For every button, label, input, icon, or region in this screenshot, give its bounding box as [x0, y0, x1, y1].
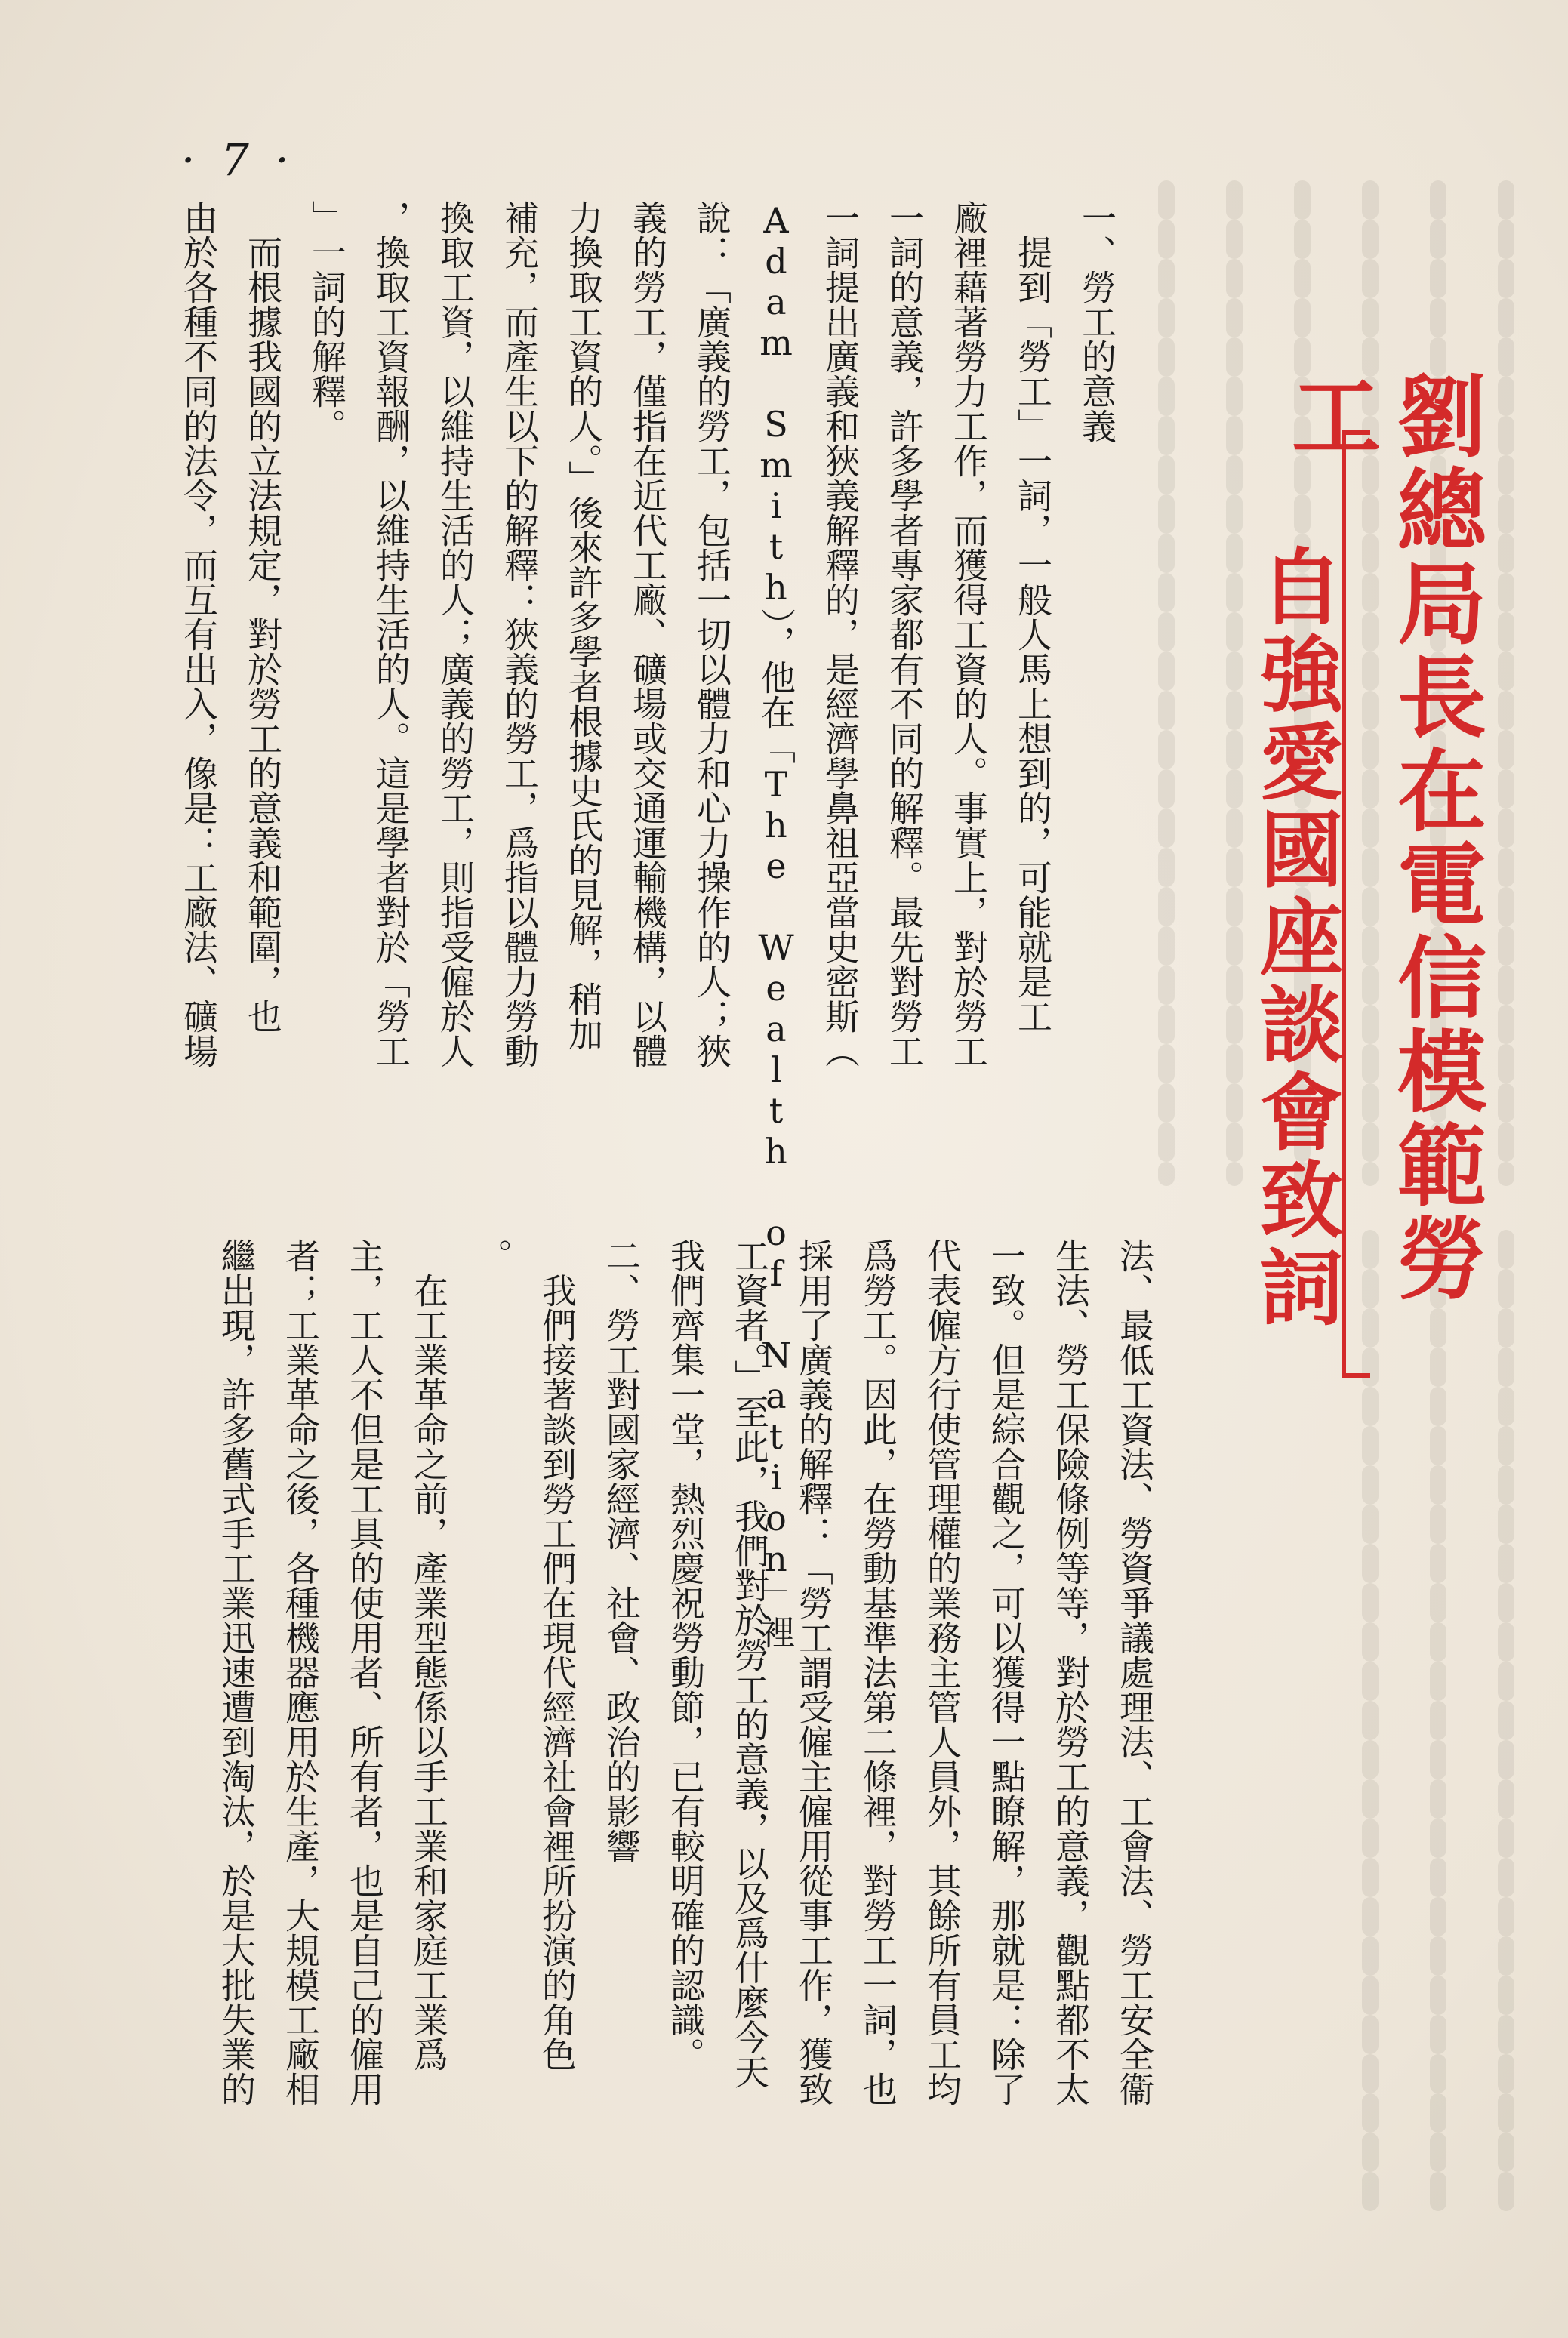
text-column: 由於各種不同的法令，而互有出入，像是：工廠法、礦場 [178, 200, 219, 1068]
article-title: 劉總局長在電信模範勞工 [1277, 370, 1487, 1306]
text-column: 繼出現，許多舊式手工業迅速遭到淘汰，於是大批失業的 [216, 1238, 257, 2106]
text-column: 一詞提出廣義和狹義解釋的，是經濟學鼻祖亞當史密斯（ [820, 200, 861, 1068]
text-column: 生法、勞工保險條例等等，對於勞工的意義，觀點都不太 [1050, 1238, 1091, 2106]
text-column: 採用了廣義的解釋：「勞工謂受僱主僱用從事工作，獲致 [793, 1238, 834, 2106]
title-block [1200, 370, 1495, 1397]
text-column: 」一詞的解釋。 [307, 200, 347, 443]
text-column: 法、最低工資法、勞資爭議處理法、工會法、勞工安全衞 [1114, 1238, 1155, 2106]
text-column: 者；工業革命之後，各種機器應用於生產，大規模工廠相 [280, 1238, 321, 2106]
text-column: 義的勞工，僅指在近代工廠、礦場或交通運輸機構，以體 [627, 200, 668, 1068]
text-column: 。 [473, 1238, 513, 1273]
text-column: 廠裡藉著勞力工作，而獲得工資的人。事實上，對於勞工 [948, 200, 989, 1068]
text-column: 力換取工資的人。」後來許多學者根據史氏的見解，稍加 [563, 200, 604, 1051]
text-column: 主，工人不但是工具的使用者、所有者，也是自己的僱用 [344, 1238, 385, 2106]
text-column: 說：「廣義的勞工，包括一切以體力和心力操作的人；狹 [692, 200, 732, 1068]
text-column: 代表僱方行使管理權的業務主管人員外，其餘所有員工均 [922, 1238, 963, 2106]
text-column: 工資者。」至此，我們對於勞工的意義，以及爲什麼今天 [729, 1238, 770, 2089]
text-column: 一詞的意義，許多學者專家都有不同的解釋。最先對勞工 [884, 200, 925, 1068]
title-bracket [1342, 430, 1370, 1378]
text-column: 補充，而產生以下的解釋：狹義的勞工，爲指以體力勞動 [499, 200, 540, 1068]
text-column: 爲勞工。因此，在勞動基準法第二條裡，對勞工一詞，也 [858, 1238, 898, 2106]
text-column: 換取工資，以維持生活的人；廣義的勞工，則指受僱於人 [435, 200, 476, 1068]
text-column: 一、勞工的意義 [1077, 200, 1117, 443]
text-column: 二、勞工對國家經濟、社會、政治的影響 [601, 1238, 642, 1863]
text-column: 我們接著談到勞工們在現代經濟社會裡所扮演的角色 [537, 1238, 578, 2072]
text-column: 在工業革命之前，產業型態係以手工業和家庭工業爲 [408, 1238, 449, 2072]
text-column: 我們齊集一堂，熱烈慶祝勞動節，已有較明確的認識。 [665, 1238, 706, 2072]
text-column: Adam Smith），他在「The Wealth of Nation」裡 [756, 200, 796, 1649]
text-column: ，換取工資報酬，以維持生活的人。這是學者對於「勞工 [371, 200, 411, 1068]
text-column: 一致。但是綜合觀之，可以獲得一點瞭解，那就是：除了 [986, 1238, 1027, 2106]
article-subtitle: 自強愛國座談會致詞 [1246, 544, 1344, 1332]
page-number: · 7 · [181, 134, 295, 186]
text-column: 提到「勞工」一詞，一般人馬上想到的，可能就是工 [1012, 200, 1053, 1033]
text-column: 而根據我國的立法規定，對於勞工的意義和範圍，也 [242, 200, 283, 1033]
